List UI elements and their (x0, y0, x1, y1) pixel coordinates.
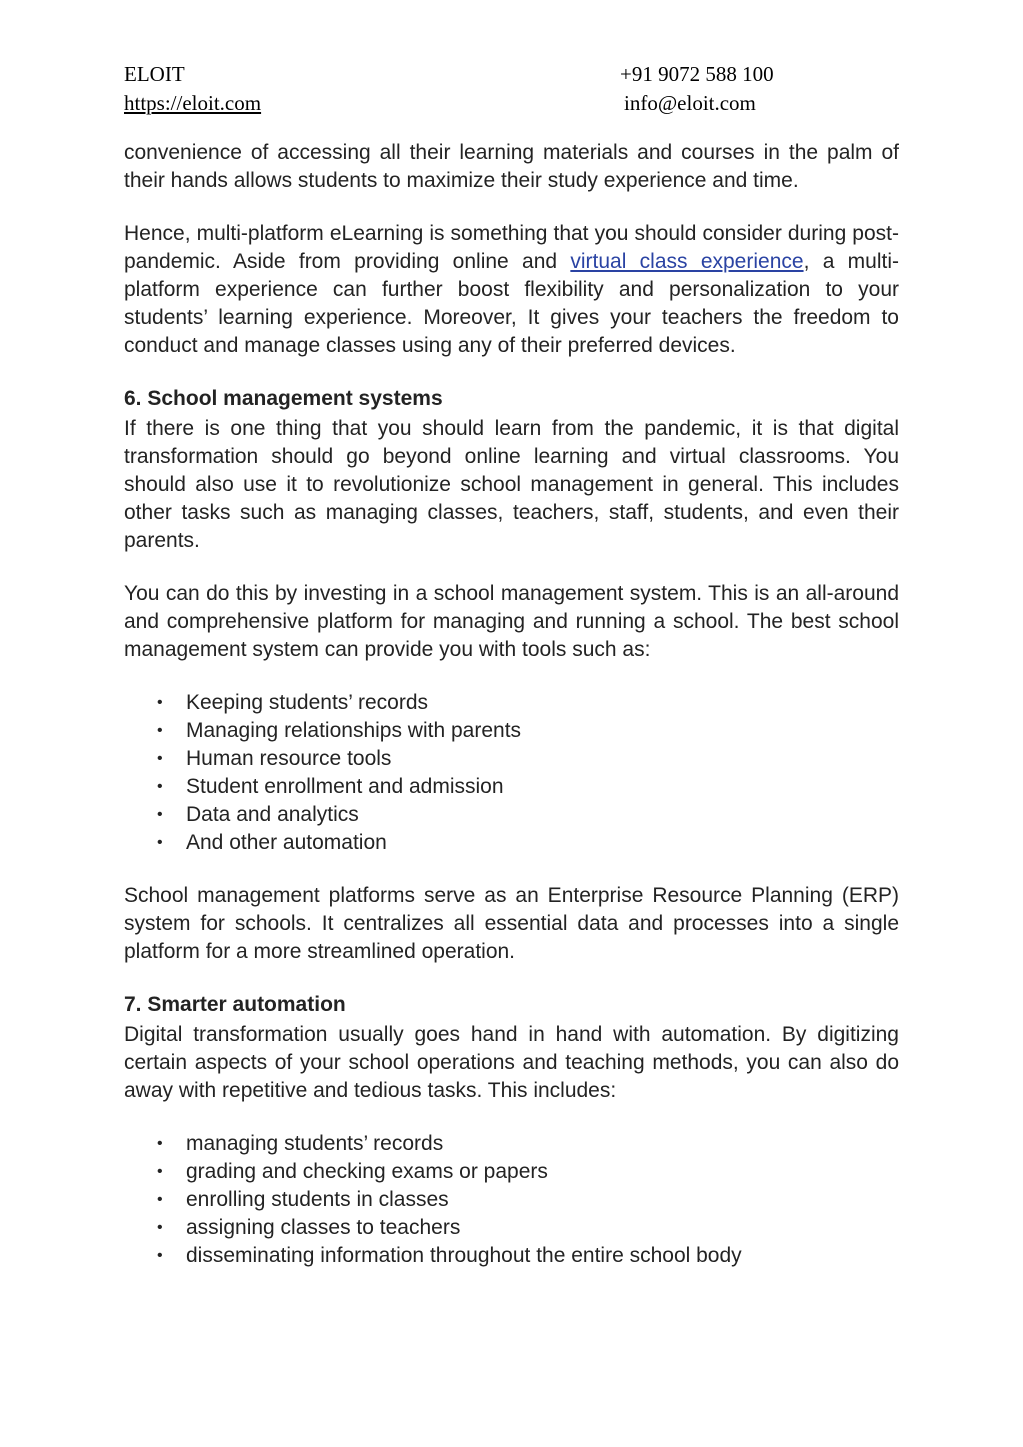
section-6-paragraph-2: You can do this by investing in a school management system. This is an all-around and comprehensive platform for managing and running a school. The best school management system can provide you with tools such as: (124, 582, 899, 661)
list-item: • assigning classes to teachers (186, 1214, 899, 1242)
section-6-paragraph-1: If there is one thing that you should learn from the pandemic, it is that digital transformation should go beyond online learning and virtual classrooms. You should also use it to revolutionize school management in general. This includes other tasks such as managing classes, teachers, staff, students, and even their parents. (124, 417, 899, 552)
paragraph-multiplatform-end: , a multi-platform experience can further boost flexibility and personalization to your students’ learning experience. Moreover, It gives your teachers the freedom to conduct and manage classes using any of their preferred devices. (124, 250, 900, 357)
header-row-bottom (124, 89, 824, 118)
page-content (124, 139, 899, 1295)
automation-list (124, 1130, 899, 1270)
paragraph-multiplatform-start: Hence, multi-platform eLearning is something that you should consider during post-pandemic. Aside from providing online and (124, 222, 899, 273)
list-item: • And other automation (186, 829, 899, 857)
website-link[interactable]: https://eloit.com (124, 91, 262, 115)
paragraph-convenience: convenience of accessing all their learning materials and courses in the palm of their hands allows students to maximize their study experience and time. (124, 141, 899, 192)
section-7-paragraph-1: Digital transformation usually goes hand in hand with automation. By digitizing certain aspects of your school operations and teaching methods, you can also do away with repetitive and tedious tasks. This includes: (124, 1023, 899, 1102)
list-item: • Human resource tools (186, 745, 899, 773)
virtual-class-experience-link[interactable]: virtual class experience (570, 250, 804, 273)
phone-number: +91 9072 588 100 (620, 62, 774, 86)
tools-list (124, 689, 899, 857)
email-address: info@eloit.com (624, 91, 756, 115)
section-smarter-automation (124, 991, 899, 1270)
list-item: • enrolling students in classes (186, 1186, 899, 1214)
page-header (124, 60, 824, 118)
company-name: ELOIT (124, 62, 185, 86)
list-item: • Managing relationships with parents (186, 717, 899, 745)
section-7-heading: 7. Smarter automation (124, 993, 346, 1016)
section-school-management (124, 385, 899, 966)
section-6-paragraph-3: School management platforms serve as an Enterprise Resource Planning (ERP) system for schools. It centralizes all essential data and processes into a single platform for a more streamlined operation. (124, 884, 899, 963)
section-6-heading: 6. School management systems (124, 387, 443, 410)
paragraph-multiplatform (124, 220, 899, 360)
list-item: • Keeping students’ records (186, 689, 899, 717)
header-row-top (124, 60, 824, 89)
list-item: • managing students’ records (186, 1130, 899, 1158)
list-item: • Data and analytics (186, 801, 899, 829)
list-item: • Student enrollment and admission (186, 773, 899, 801)
list-item: • disseminating information throughout the entire school body (186, 1242, 899, 1270)
list-item: • grading and checking exams or papers (186, 1158, 899, 1186)
